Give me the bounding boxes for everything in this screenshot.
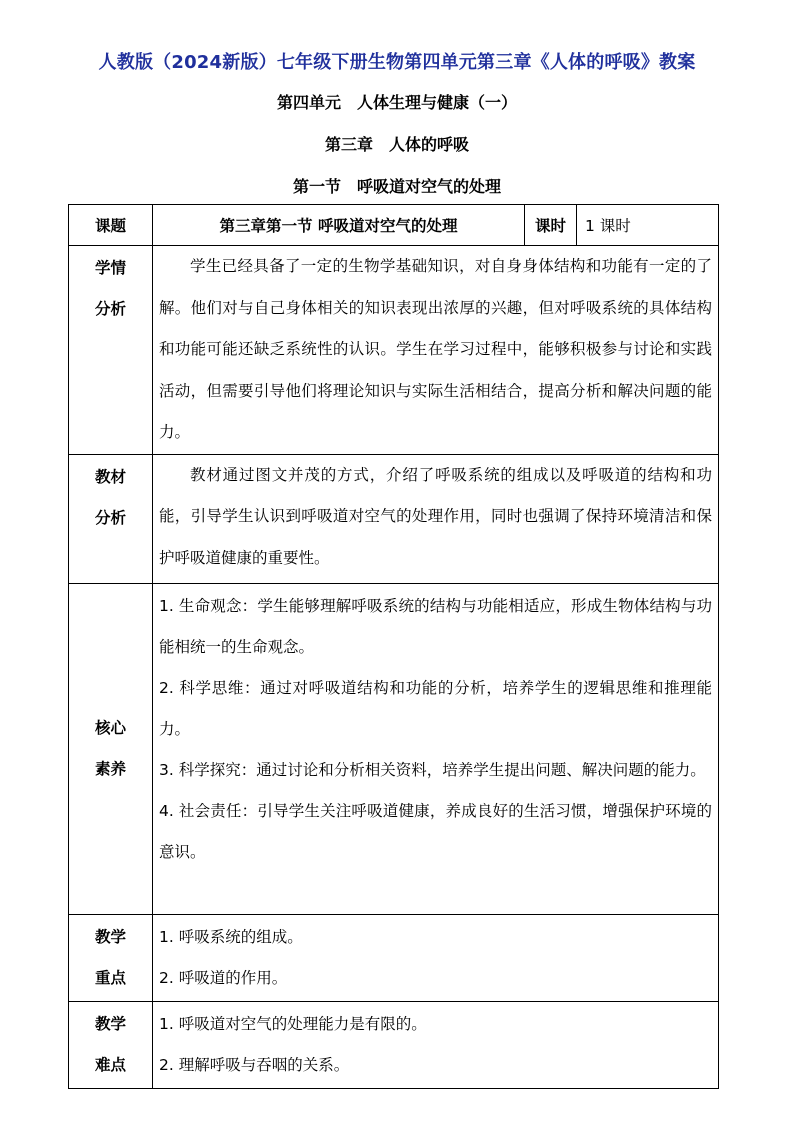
core-literacy-label xyxy=(69,583,153,914)
material-analysis-row xyxy=(69,454,719,583)
difficult-point-item: 1. 呼吸道对空气的处理能力是有限的。 xyxy=(159,1014,427,1033)
material-analysis-label-line2: 分析 xyxy=(94,508,126,527)
topic-row xyxy=(69,205,719,246)
topic-label: 课题 xyxy=(69,205,153,246)
core-literacy-item: 2. 科学思维：通过对呼吸道结构和功能的分析，培养学生的逻辑思维和推理能力。 xyxy=(159,678,712,738)
section-heading: 第一节 呼吸道对空气的处理 xyxy=(292,177,501,196)
core-literacy-label-line2: 素养 xyxy=(94,759,126,778)
core-literacy-label-line1: 核心 xyxy=(94,718,126,737)
difficult-points-label xyxy=(69,1001,153,1088)
material-analysis-label xyxy=(69,454,153,583)
core-literacy-item: 1. 生命观念：学生能够理解呼吸系统的结构与功能相适应，形成生物体结构与功能相统一的生命观念。 xyxy=(159,596,712,656)
key-points-label-line2: 重点 xyxy=(94,968,126,987)
material-analysis-text: 教材通过图文并茂的方式，介绍了呼吸系统的组成以及呼吸道的结构和功能，引导学生认识到呼吸道对空气的处理作用，同时也强调了保持环境清洁和保护呼吸道健康的重要性。 xyxy=(153,454,719,583)
learner-analysis-text: 学生已经具备了一定的生物学基础知识，对自身身体结构和功能有一定的了解。他们对与自己身体相关的知识表现出浓厚的兴趣，但对呼吸系统的具体结构和功能可能还缺乏系统性的认识。学生在学习过程中，能够积极参与讨论和实践活动，但需要引导他们将理论知识与实际生活相结合，提高分析和解决问题的能力。 xyxy=(153,246,719,455)
lesson-plan-table xyxy=(68,204,719,1089)
period-label: 课时 xyxy=(525,205,577,246)
period-value: 1 课时 xyxy=(577,205,719,246)
core-literacy-list xyxy=(153,583,719,914)
key-point-item: 1. 呼吸系统的组成。 xyxy=(159,927,303,946)
material-analysis-label-line1: 教材 xyxy=(94,467,126,486)
key-points-row xyxy=(69,914,719,1001)
learner-analysis-row xyxy=(69,246,719,455)
topic-value: 第三章第一节 呼吸道对空气的处理 xyxy=(153,205,525,246)
core-literacy-item: 4. 社会责任：引导学生关注呼吸道健康，养成良好的生活习惯，增强保护环境的意识。 xyxy=(159,801,712,861)
difficult-points-row xyxy=(69,1001,719,1088)
chapter-heading: 第三章 人体的呼吸 xyxy=(324,135,469,154)
key-points-label-line1: 教学 xyxy=(94,927,126,946)
learner-analysis-label xyxy=(69,246,153,455)
key-points-label xyxy=(69,914,153,1001)
core-literacy-row xyxy=(69,583,719,914)
core-literacy-item: 3. 科学探究：通过讨论和分析相关资料，培养学生提出问题、解决问题的能力。 xyxy=(159,760,706,779)
difficult-points-list xyxy=(153,1001,719,1088)
learner-analysis-label-line1: 学情 xyxy=(94,259,126,277)
unit-heading: 第四单元 人体生理与健康（一） xyxy=(276,93,517,112)
key-points-list xyxy=(153,914,719,1001)
difficult-points-label-line1: 教学 xyxy=(94,1014,126,1033)
difficult-point-item: 2. 理解呼吸与吞咽的关系。 xyxy=(159,1055,350,1074)
document-title: 人教版（2024新版）七年级下册生物第四单元第三章《人体的呼吸》教案 xyxy=(98,52,696,73)
key-point-item: 2. 呼吸道的作用。 xyxy=(159,968,288,987)
learner-analysis-label-line2: 分析 xyxy=(94,300,126,318)
difficult-points-label-line2: 难点 xyxy=(94,1055,126,1074)
